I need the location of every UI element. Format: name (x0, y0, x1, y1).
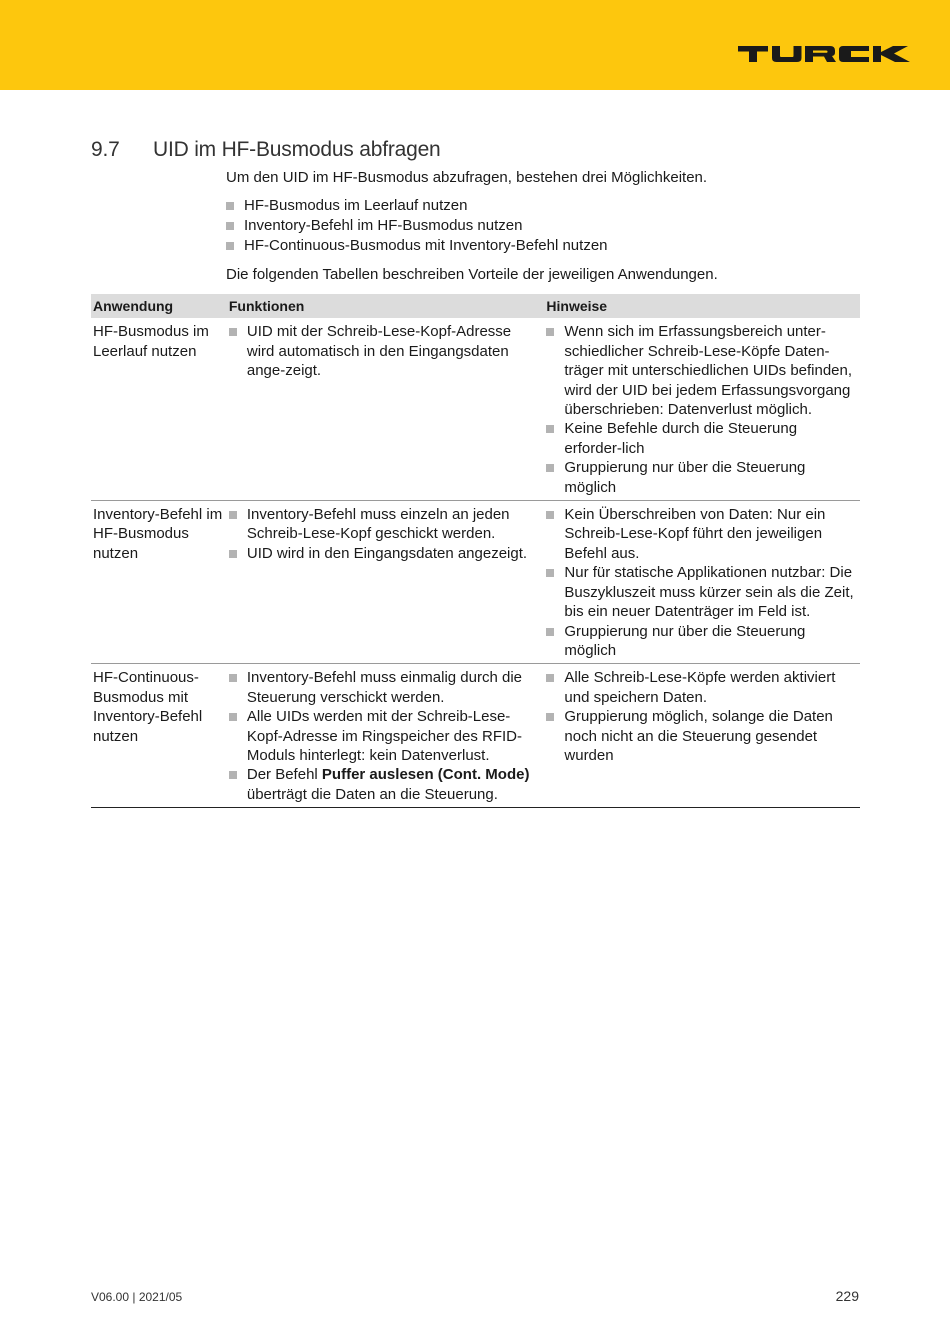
cell-notes (544, 664, 860, 808)
list-item: Gruppierung möglich, solange die Daten noch nicht an die Steuerung gesendet wurden (546, 707, 858, 765)
header-band (0, 0, 950, 90)
list-item: Gruppierung nur über die Steuerung möglich (546, 458, 858, 497)
turck-logo (738, 44, 914, 64)
bullet-square-icon (229, 674, 237, 682)
list-item: Nur für statische Applikationen nutzbar: Die Buszykluszeit muss kürzer sein als die Zeit, bis ein neuer Datenträger im Feld ist. (546, 563, 858, 621)
list-item: Inventory-Befehl muss einzeln an jeden Schreib-Lese-Kopf geschickt werden. (229, 505, 543, 544)
list-item: Alle UIDs werden mit der Schreib-Lese-Kopf-Adresse im Ringspeicher des RFID-Moduls hinterlegt: kein Datenverlust. (229, 707, 543, 765)
cell-application: Inventory-Befehl im HF-Busmodus nutzen (91, 501, 227, 664)
table-row (91, 318, 860, 500)
list-item: UID mit der Schreib-Lese-Kopf-Adresse wird automatisch in den Eingangsdaten ange-zeigt. (229, 322, 543, 380)
page-number: 229 (835, 1288, 859, 1304)
cell-notes (544, 501, 860, 664)
bullet-square-icon (546, 511, 554, 519)
command-name: Puffer auslesen (Cont. Mode) (321, 766, 530, 784)
list-item: Wenn sich im Erfassungsbereich unter-schiedlicher Schreib-Lese-Köpfe Daten-träger mit unterschiedlichen UIDs befinden, wird der UID bei jedem Erfassungsvorgang überschrieben: Datenverlust möglich. (546, 322, 858, 419)
options-list (226, 196, 608, 256)
list-item: UID wird in den Eingangsdaten angezeigt. (229, 544, 543, 563)
bullet-square-icon (546, 628, 554, 636)
bullet-square-icon (229, 713, 237, 721)
bullet-square-icon (546, 713, 554, 721)
header-anwendung: Anwendung (91, 294, 227, 318)
table-header-row (91, 294, 860, 318)
applications-table (91, 294, 860, 808)
list-item: Keine Befehle durch die Steuerung erforder-lich (546, 419, 858, 458)
bullet-square-icon (226, 202, 234, 210)
cell-application: HF-Continuous-Busmodus mit Inventory-Befehl nutzen (91, 664, 227, 808)
section-title (91, 138, 441, 162)
list-item: HF-Continuous-Busmodus mit Inventory-Befehl nutzen (226, 236, 608, 256)
table-row (91, 501, 860, 664)
list-item: Kein Überschreiben von Daten: Nur ein Schreib-Lese-Kopf führt den jeweiligen Befehl aus. (546, 505, 858, 563)
bullet-square-icon (546, 425, 554, 433)
bullet-square-icon (229, 771, 237, 779)
list-item: Alle Schreib-Lese-Köpfe werden aktiviert und speichern Daten. (546, 668, 858, 707)
bullet-square-icon (546, 328, 554, 336)
bullet-square-icon (229, 511, 237, 519)
cell-application: HF-Busmodus im Leerlauf nutzen (91, 318, 227, 500)
list-item: Inventory-Befehl im HF-Busmodus nutzen (226, 216, 608, 236)
list-item: Gruppierung nur über die Steuerung möglich (546, 622, 858, 661)
list-item: Inventory-Befehl muss einmalig durch die Steuerung verschickt werden. (229, 668, 543, 707)
header-funktionen: Funktionen (227, 294, 545, 318)
cell-functions (227, 664, 545, 808)
bullet-square-icon (546, 464, 554, 472)
cell-functions (227, 501, 545, 664)
bullet-square-icon (226, 222, 234, 230)
section-title-text: UID im HF-Busmodus abfragen (153, 138, 441, 161)
header-hinweise: Hinweise (544, 294, 860, 318)
cell-functions (227, 318, 545, 500)
followup-text: Die folgenden Tabellen beschreiben Vorteile der jeweiligen Anwendungen. (226, 266, 718, 283)
bullet-square-icon (546, 674, 554, 682)
bullet-square-icon (546, 569, 554, 577)
list-item: HF-Busmodus im Leerlauf nutzen (226, 196, 608, 216)
bullet-square-icon (226, 242, 234, 250)
footer-version: V06.00 | 2021/05 (91, 1290, 183, 1304)
list-item: Der Befehl Puffer auslesen (Cont. Mode) überträgt die Daten an die Steuerung. (229, 765, 543, 804)
cell-notes (544, 318, 860, 500)
intro-text: Um den UID im HF-Busmodus abzufragen, bestehen drei Möglichkeiten. (226, 169, 708, 186)
bullet-square-icon (229, 328, 237, 336)
section-number: 9.7 (91, 138, 120, 161)
bullet-square-icon (229, 550, 237, 558)
table-row (91, 664, 860, 808)
